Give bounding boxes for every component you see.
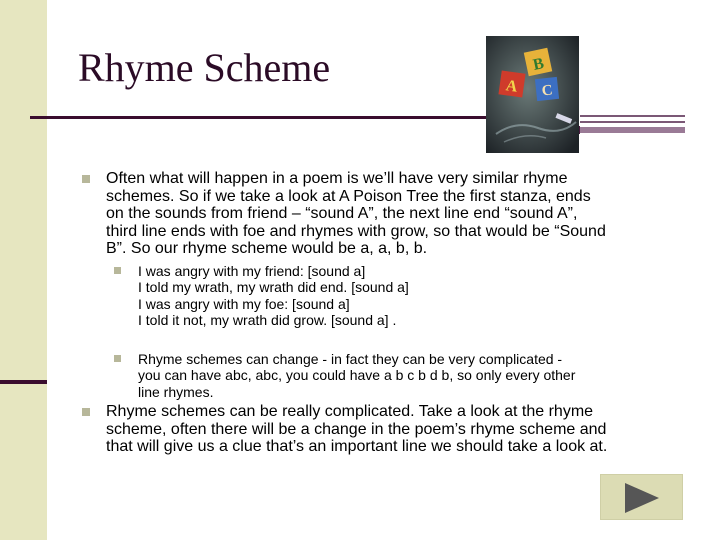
block-letter-a: A <box>504 77 519 96</box>
poem-line: I was angry with my foe: [sound a] <box>138 295 350 312</box>
poem-line: I told it not, my wrath did grow. [sound a] . <box>138 312 397 328</box>
sub-bullet-item <box>114 351 682 401</box>
play-icon <box>623 481 663 515</box>
sub-bullet-item <box>114 263 682 329</box>
block-letter-c: C <box>540 82 554 100</box>
bullet-square-icon <box>114 355 121 362</box>
poem-line: I was angry with my friend: [sound a] <box>138 262 366 279</box>
bullet-line: third line ends with foe and rhymes with grow, so that would be “Sound <box>106 222 606 240</box>
bullet-line: schemes. So if we take a look at A Poison Tree the first stanza, ends <box>106 187 591 205</box>
bullet-line: Often what will happen in a poem is we’ll have very similar rhyme <box>106 170 568 187</box>
bullet-line: Rhyme schemes can be really complicated. Take a look at the rhyme <box>106 403 594 420</box>
poem-line: I told my wrath, my wrath did end. [sound a] <box>138 279 409 295</box>
title-divider-line <box>580 115 685 117</box>
bullet-line: scheme, often there will be a change in the poem’s rhyme scheme and <box>106 420 607 438</box>
alphabet-blocks-icon <box>486 36 579 153</box>
bullet-square-icon <box>82 408 90 416</box>
bullet-line: that will give us a clue that’s an important line we should take a look at. <box>106 438 608 455</box>
next-slide-button[interactable] <box>600 474 683 520</box>
slide-title: Rhyme Scheme <box>78 45 331 90</box>
side-panel-accent-rule <box>0 380 47 384</box>
bullet-item <box>82 403 682 456</box>
bullet-item <box>82 170 682 258</box>
title-divider-line <box>580 127 685 133</box>
bullet-line: B”. So our rhyme scheme would be a, a, b, b. <box>106 240 428 257</box>
block-letter-b: B <box>531 55 546 74</box>
slide-body <box>82 170 682 456</box>
bullet-line: you can have abc, abc, you could have a b c b d b, so only every other <box>138 367 576 383</box>
side-panel <box>0 0 47 540</box>
bullet-square-icon <box>82 175 90 183</box>
title-divider-line <box>580 121 685 123</box>
bullet-line: on the sounds from friend – “sound A”, the next line end “sound A”, <box>106 205 578 222</box>
bullet-line: line rhymes. <box>138 383 214 400</box>
bullet-line: Rhyme schemes can change - in fact they can be very complicated - <box>138 350 563 367</box>
bullet-square-icon <box>114 267 121 274</box>
alphabet-blocks-image <box>486 36 579 153</box>
